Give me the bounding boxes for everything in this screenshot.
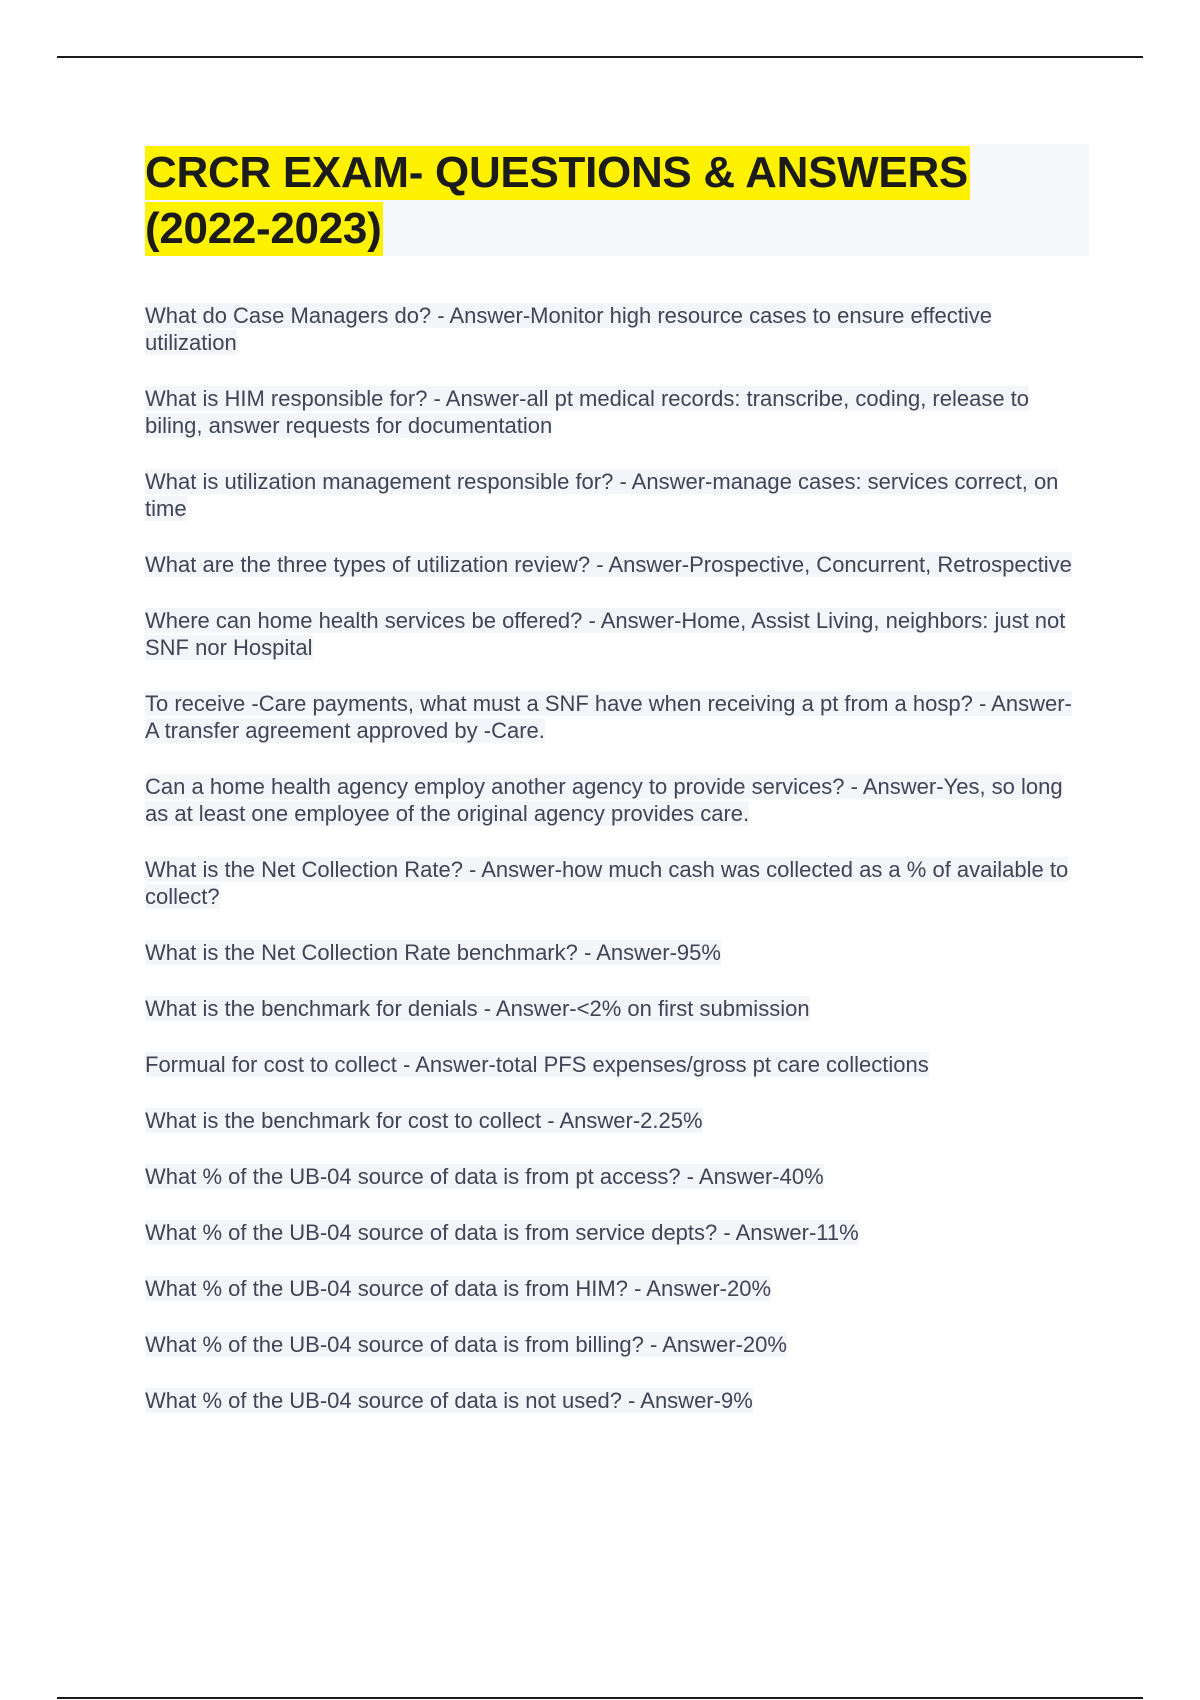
qa-item [145, 385, 1085, 439]
qa-text: What % of the UB-04 source of data is from pt access? - Answer-40% [145, 1164, 824, 1189]
qa-item [145, 302, 1085, 356]
qa-item [145, 995, 1085, 1022]
qa-text: What % of the UB-04 source of data is not used? - Answer-9% [145, 1388, 753, 1413]
qa-text: What % of the UB-04 source of data is from billing? - Answer-20% [145, 1332, 787, 1357]
qa-item [145, 1051, 1085, 1078]
qa-text: Formual for cost to collect - Answer-total PFS expenses/gross pt care collections [145, 1052, 929, 1077]
document-title [145, 144, 1089, 256]
qa-text: Can a home health agency employ another agency to provide services? - Answer-Yes, so long as at least one employee of the original agency provides care. [145, 774, 1063, 826]
qa-item [145, 468, 1085, 522]
qa-item [145, 607, 1085, 661]
qa-text: What are the three types of utilization review? - Answer-Prospective, Concurrent, Retrospective [145, 552, 1072, 577]
qa-item [145, 939, 1085, 966]
qa-text: What is the benchmark for cost to collect - Answer-2.25% [145, 1108, 703, 1133]
qa-text: What do Case Managers do? - Answer-Monitor high resource cases to ensure effective utilization [145, 303, 993, 355]
qa-text: What is the benchmark for denials - Answer-<2% on first submission [145, 996, 810, 1021]
qa-item [145, 1219, 1085, 1246]
qa-text: What is the Net Collection Rate benchmark? - Answer-95% [145, 940, 721, 965]
qa-item [145, 690, 1085, 744]
qa-text: What is HIM responsible for? - Answer-all pt medical records: transcribe, coding, release to biling, answer requests for documentation [145, 386, 1030, 438]
qa-text: What is utilization management responsible for? - Answer-manage cases: services correct, on time [145, 469, 1059, 521]
qa-item [145, 773, 1085, 827]
qa-item [145, 1331, 1085, 1358]
qa-item [145, 1275, 1085, 1302]
qa-item [145, 1163, 1085, 1190]
title-line-1: CRCR EXAM- QUESTIONS & ANSWERS [145, 146, 970, 200]
qa-item [145, 1107, 1085, 1134]
qa-text: What % of the UB-04 source of data is from service depts? - Answer-11% [145, 1220, 859, 1245]
footer-rule [57, 1697, 1143, 1699]
qa-item [145, 1387, 1085, 1414]
header-rule [57, 56, 1143, 58]
title-line-2: (2022-2023) [145, 202, 383, 256]
qa-text: To receive -Care payments, what must a SNF have when receiving a pt from a hosp? - Answer-A transfer agreement approved by -Care. [145, 691, 1072, 743]
qa-text: Where can home health services be offered? - Answer-Home, Assist Living, neighbors: just not SNF nor Hospital [145, 608, 1066, 660]
qa-text: What % of the UB-04 source of data is from HIM? - Answer-20% [145, 1276, 772, 1301]
qa-item [145, 856, 1085, 910]
qa-item [145, 551, 1085, 578]
qa-list [145, 302, 1085, 1443]
qa-text: What is the Net Collection Rate? - Answer-how much cash was collected as a % of available to collect? [145, 857, 1069, 909]
